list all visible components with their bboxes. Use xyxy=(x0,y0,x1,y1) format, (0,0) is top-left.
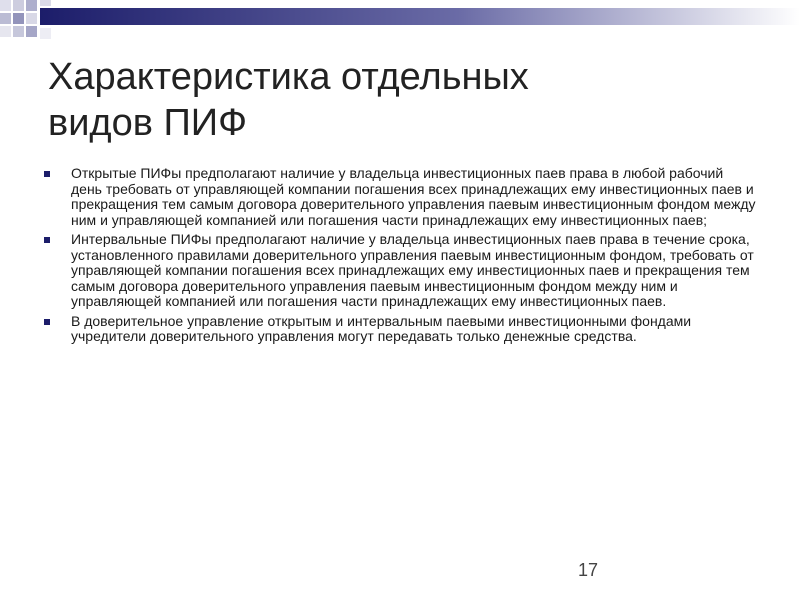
header-gradient-bar xyxy=(40,8,800,25)
header-decoration xyxy=(0,0,800,60)
bullet-list xyxy=(44,166,756,349)
bullet-item-open-funds xyxy=(44,166,756,228)
bullet-item-interval-funds xyxy=(44,232,756,310)
square-bullet-icon xyxy=(44,171,50,177)
page-number: 17 xyxy=(578,560,599,580)
bullet-text: В доверительное управление открытым и интервальным паевыми инвестиционными фондами учредители доверительного управления могут передавать только денежные средства. xyxy=(71,312,692,344)
square-bullet-icon xyxy=(44,319,50,325)
slide-title xyxy=(48,54,688,146)
slide-title-line-1: Характеристика отдельных xyxy=(48,56,529,98)
square-bullet-icon xyxy=(44,237,50,243)
bullet-text: Интервальные ПИФы предполагают наличие у владельца инвестиционных паев права в течение срока, установленного правилами доверительного управления паевым инвестиционным фондом, требовать от управляющей компании погашения всех принадлежащих ему инвестиционных паев и прекращения тем самым договора доверительного управления паевым инвестиционным фондом между ним и управляющей компанией или погашения части принадлежащих ему инвестиционных паев. xyxy=(71,231,754,309)
slide-title-line-2: видов ПИФ xyxy=(48,102,247,144)
bullet-item-trust-management xyxy=(44,314,756,345)
bullet-text: Открытые ПИФы предполагают наличие у владельца инвестиционных паев права в любой рабочий день требовать от управляющей компании погашения всех принадлежащих ему инвестиционных паев и прекращения тем самым договора доверительного управления паевым инвестиционным фондом между ним и управляющей компанией или погашения части принадлежащих ему инвестиционных паев; xyxy=(71,165,756,228)
